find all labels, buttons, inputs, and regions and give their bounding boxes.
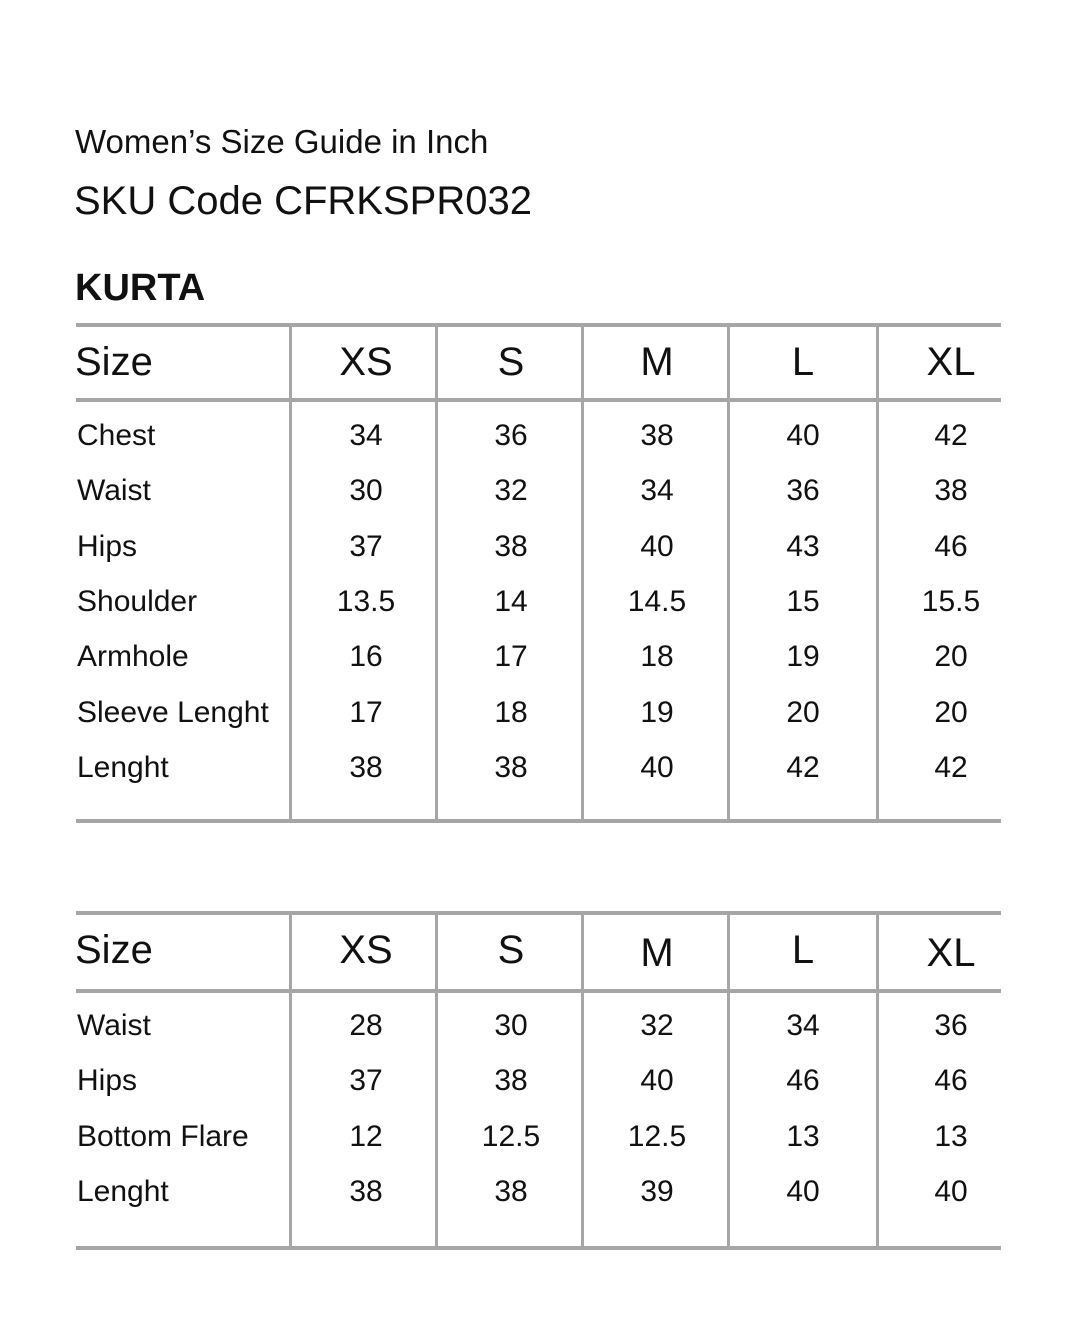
- table-cell: 40: [786, 419, 820, 452]
- table-cell: 42: [786, 750, 820, 784]
- table-cell: 16: [349, 640, 383, 674]
- sku-code: SKU Code CFRKSPR032: [74, 179, 532, 223]
- table-cell: 46: [934, 529, 968, 563]
- row-label-lenght: Lenght: [77, 750, 169, 784]
- table-cell: 14.5: [627, 584, 687, 618]
- table-cell: 18: [640, 640, 674, 674]
- table-cell: 15.5: [921, 584, 981, 618]
- column-divider: [727, 323, 730, 821]
- table-cell: 19: [640, 695, 674, 729]
- table-bottom-rule: [76, 1246, 1001, 1250]
- table-cell: 38: [494, 1174, 528, 1208]
- row-label-sleeve-lenght: Sleeve Lenght: [77, 695, 269, 729]
- header-size-label: Size: [75, 340, 153, 384]
- size-header-xl: XL: [926, 931, 976, 975]
- column-divider: [581, 323, 584, 821]
- table-cell: 39: [640, 1174, 674, 1208]
- table-cell: 12.5: [481, 1119, 541, 1153]
- table-cell: 36: [934, 1009, 968, 1042]
- row-label-hips: Hips: [77, 529, 138, 563]
- size-header-m: M: [640, 931, 674, 975]
- row-label-waist: Waist: [77, 1009, 151, 1042]
- table-cell: 36: [494, 419, 528, 452]
- table-cell: 46: [786, 1064, 820, 1098]
- table-cell: 19: [786, 640, 820, 674]
- size-header-xl: XL: [926, 340, 976, 384]
- header-rule: [76, 398, 1001, 402]
- column-divider: [876, 323, 879, 821]
- table-cell: 43: [786, 529, 820, 563]
- table-cell: 17: [494, 640, 528, 674]
- section-title: KURTA: [75, 267, 206, 309]
- table-cell: 17: [349, 695, 383, 729]
- table-cell: 38: [349, 750, 383, 784]
- row-label-bottom-flare: Bottom Flare: [77, 1119, 249, 1153]
- size-header-s: S: [497, 928, 525, 972]
- table-cell: 40: [934, 1174, 968, 1208]
- table-top-rule: [76, 323, 1001, 327]
- table-cell: 32: [640, 1009, 674, 1042]
- table-cell: 46: [934, 1064, 968, 1098]
- column-divider: [289, 911, 292, 1248]
- table-cell: 37: [349, 1064, 383, 1098]
- table-cell: 42: [934, 750, 968, 784]
- table-cell: 14: [494, 584, 528, 618]
- size-header-l: L: [791, 340, 815, 384]
- column-divider: [581, 911, 584, 1248]
- row-label-lenght: Lenght: [77, 1174, 169, 1208]
- table-cell: 38: [349, 1174, 383, 1208]
- table-cell: 13.5: [336, 584, 396, 618]
- table-cell: 37: [349, 529, 383, 563]
- kurta-size-table: [0, 323, 1080, 823]
- table-cell: 34: [640, 474, 674, 508]
- row-label-shoulder: Shoulder: [77, 584, 198, 618]
- table-cell: 15: [786, 584, 820, 618]
- row-label-chest: Chest: [77, 419, 156, 452]
- page-subtitle: Women’s Size Guide in Inch: [75, 123, 489, 160]
- table-cell: 40: [640, 529, 674, 563]
- table-cell: 36: [786, 474, 820, 508]
- table-cell: 34: [786, 1009, 820, 1042]
- table-cell: 18: [494, 695, 528, 729]
- table-cell: 38: [494, 750, 528, 784]
- header-rule: [76, 989, 1001, 993]
- table-cell: 40: [640, 1064, 674, 1098]
- header-size-label: Size: [75, 928, 153, 972]
- table-cell: 20: [934, 640, 968, 674]
- table-cell: 38: [494, 1064, 528, 1098]
- table-cell: 38: [934, 474, 968, 508]
- size-header-xs: XS: [339, 928, 393, 972]
- table-cell: 38: [494, 529, 528, 563]
- column-divider: [876, 911, 879, 1248]
- table-cell: 40: [786, 1174, 820, 1208]
- table-cell: 40: [640, 750, 674, 784]
- table-cell: 12: [349, 1119, 383, 1153]
- table-cell: 20: [934, 695, 968, 729]
- table-cell: 13: [934, 1119, 968, 1153]
- table-cell: 12.5: [627, 1119, 687, 1153]
- size-header-xs: XS: [339, 340, 393, 384]
- size-header-l: L: [791, 928, 815, 972]
- size-header-s: S: [497, 340, 525, 384]
- size-header-m: M: [640, 340, 674, 384]
- column-divider: [289, 323, 292, 821]
- table-bottom-rule: [76, 819, 1001, 823]
- table-cell: 13: [786, 1119, 820, 1153]
- bottom-size-table: [0, 911, 1080, 1250]
- table-top-rule: [76, 911, 1001, 915]
- table-cell: 30: [494, 1009, 528, 1042]
- table-cell: 28: [349, 1009, 383, 1042]
- row-label-waist: Waist: [77, 474, 151, 508]
- column-divider: [727, 911, 730, 1248]
- column-divider: [435, 911, 438, 1248]
- table-cell: 34: [349, 419, 383, 452]
- table-cell: 42: [934, 419, 968, 452]
- column-divider: [435, 323, 438, 821]
- row-label-hips: Hips: [77, 1064, 138, 1098]
- table-cell: 32: [494, 474, 528, 508]
- table-cell: 30: [349, 474, 383, 508]
- table-cell: 20: [786, 695, 820, 729]
- row-label-armhole: Armhole: [77, 640, 189, 674]
- table-cell: 38: [640, 419, 674, 452]
